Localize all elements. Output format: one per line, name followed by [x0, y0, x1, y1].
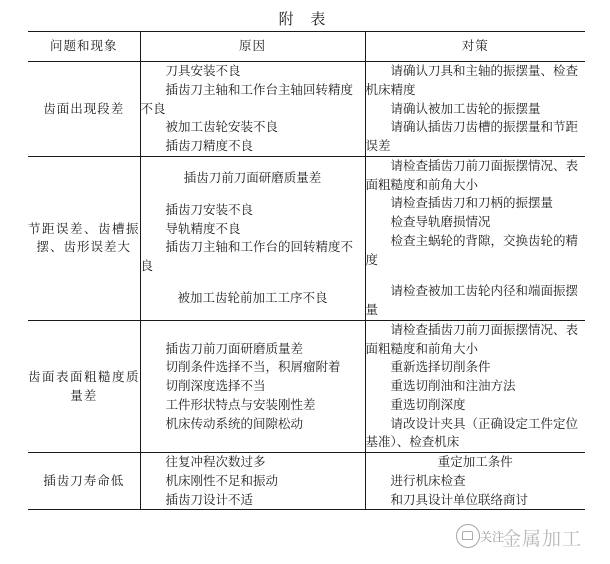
- cause-line: 机床传动系统的间隙松动: [165, 415, 304, 431]
- cause-line: 插齿刀设计不适: [165, 491, 254, 507]
- table-row: [28, 453, 585, 510]
- cause-line: 插齿刀前刀面研磨质量差: [165, 340, 304, 356]
- fault-table-container: [28, 31, 585, 510]
- table-row: [28, 320, 585, 452]
- cause-line: 切削条件选择不当，积屑瘤附着: [165, 359, 341, 375]
- problem-text: 齿面出现段差: [43, 100, 125, 116]
- cause-line: 插齿刀前刀面研磨质量差: [183, 169, 322, 185]
- cause-line: 插齿刀主轴和工作台的回转精度不良: [140, 239, 354, 274]
- page-title: 附 表: [278, 10, 332, 28]
- measure-line: 检查主蜗轮的背隙，交换齿轮的精度: [365, 232, 579, 267]
- header-row: [28, 32, 585, 62]
- watermark-brand-label: 金属加工: [502, 528, 583, 550]
- measure-line: 重选切削油和注油方法: [390, 378, 516, 394]
- measure-line: 请检查插齿刀前刀面振摆情况、表面粗糙度和前角大小: [365, 321, 579, 356]
- cause-line: 被加工齿轮安装不良: [165, 119, 279, 135]
- table-body: [28, 62, 585, 510]
- fault-table: [28, 31, 585, 510]
- cause-line: 往复冲程次数过多: [165, 454, 266, 470]
- cell-cause: [140, 320, 365, 452]
- problem-text: 节距误差、齿槽振摆、齿形误差大: [28, 220, 140, 255]
- cause-line: 工件形状特点与安装刚性差: [165, 396, 316, 412]
- cause-line: 刀具安装不良: [165, 63, 241, 78]
- measure-line: 请确认刀具和主轴的振摆量、检查机床精度: [365, 63, 579, 97]
- column-header-problem: 问题和现象: [28, 32, 140, 62]
- measure-line: 请改设计夹具（正确设定工件定位基准）、检查机床: [365, 415, 579, 450]
- cell-measure: [365, 453, 585, 510]
- measure-line: 重选切削深度: [390, 396, 466, 412]
- table-row: [28, 62, 585, 157]
- cell-cause: [140, 62, 365, 157]
- cell-problem: [28, 62, 140, 157]
- cause-line: 切削深度选择不当: [165, 378, 266, 394]
- column-header-cause: 原因: [140, 32, 365, 62]
- cause-line: 被加工齿轮前加工工序不良: [177, 289, 328, 305]
- table-row: [28, 156, 585, 320]
- cell-problem: [28, 156, 140, 320]
- measure-line: 重定加工条件: [437, 454, 513, 470]
- measure-line: 检查导轨磨损情况: [390, 214, 491, 229]
- cause-line: 插齿刀精度不良: [165, 138, 254, 153]
- measure-line: 请检查插齿刀和刀柄的振摆量: [390, 195, 554, 211]
- cause-line: 导轨精度不良: [165, 220, 241, 236]
- cause-line: 插齿刀主轴和工作台主轴回转精度不良: [140, 81, 354, 116]
- table-header: [28, 32, 585, 62]
- measure-line: 请检查插齿刀前刀面振摆情况、表面粗糙度和前角大小: [365, 157, 579, 192]
- cell-measure: [365, 320, 585, 452]
- watermark: [452, 516, 597, 554]
- measure-line: 重新选择切削条件: [390, 359, 491, 375]
- measure-line: 请确认插齿刀齿槽的振摆量和节距误差: [365, 119, 579, 153]
- measure-line: 请检查被加工齿轮内径和端面振摆量: [365, 283, 579, 318]
- cause-line: 机床刚性不足和振动: [165, 472, 279, 488]
- column-header-measure: 对策: [365, 32, 585, 62]
- measure-line: 请确认被加工齿轮的振摆量: [390, 100, 541, 116]
- problem-text: 齿面表面粗糙度质量差: [28, 368, 140, 403]
- cell-cause: [140, 156, 365, 320]
- cell-measure: [365, 156, 585, 320]
- problem-text: 插齿刀寿命低: [43, 472, 125, 488]
- cell-measure: [365, 62, 585, 157]
- cell-problem: [28, 453, 140, 510]
- brand-logo-icon: [456, 524, 480, 548]
- measure-line: 进行机床检查: [390, 472, 466, 488]
- cell-cause: [140, 453, 365, 510]
- measure-line: 和刀具设计单位联络商讨: [390, 491, 529, 507]
- cell-problem: [28, 320, 140, 452]
- watermark-follow-label: 关注: [480, 530, 505, 544]
- cause-line: 插齿刀安装不良: [165, 201, 254, 217]
